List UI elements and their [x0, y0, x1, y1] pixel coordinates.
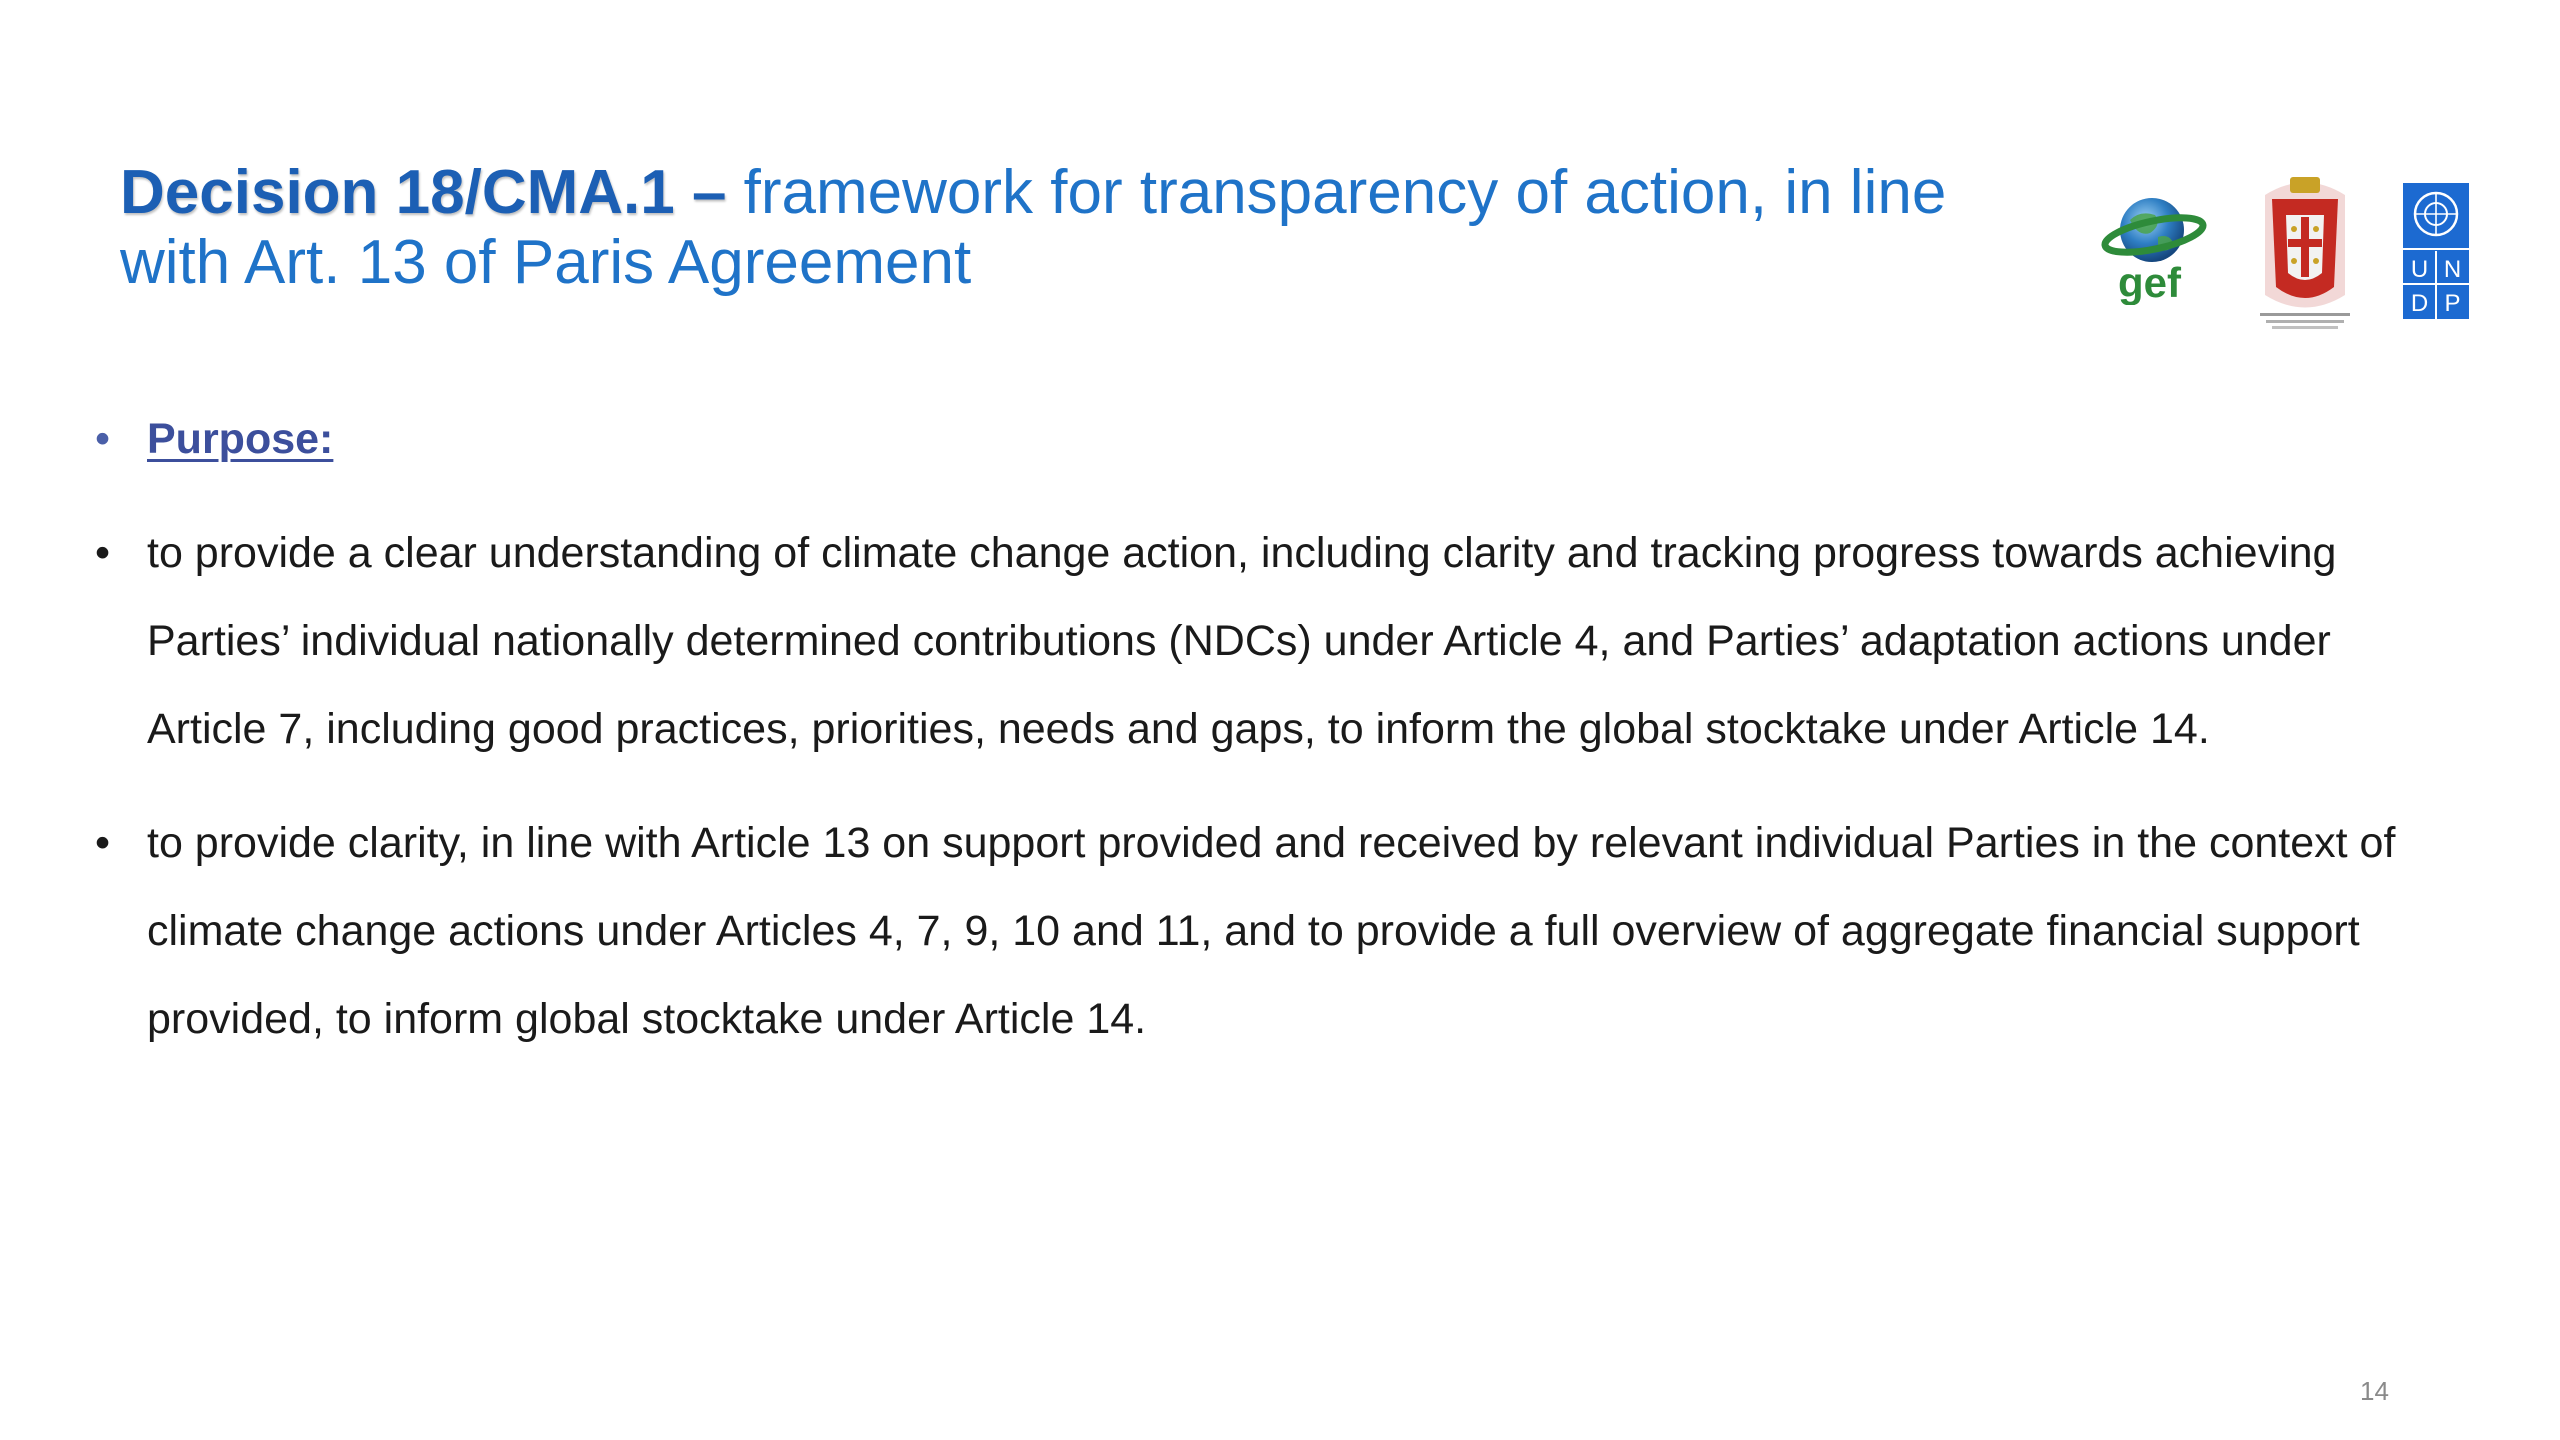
page-number: 14: [2360, 1376, 2389, 1406]
bullet-item-ndc-tracking: • to provide a clear understanding of climate change action, including clarity and tracking progress towards achieving Parties’ individual nationally determined contributions (NDCs) under Article 4, and Parties’ adaptation actions under Article 7, including good practices, priorities, needs and gaps, to inform the global stocktake under Article 14.: [95, 509, 2435, 773]
undp-logo: [2403, 183, 2469, 319]
slide-body: [95, 395, 2435, 1063]
slide-title: [120, 158, 2060, 298]
undp-letter-d: D: [2410, 290, 2429, 317]
undp-letter-p: P: [2444, 290, 2461, 317]
bullet-item-support-clarity: • to provide clarity, in line with Article 13 on support provided and received by relevant individual Parties in the context of climate change actions under Articles 4, 7, 9, 10 and 11, and to provide a full overview of aggregate financial support provided, to inform global stocktake under Article 14.: [95, 799, 2435, 1063]
undp-letter-u: U: [2410, 256, 2429, 283]
serbia-coat-of-arms-logo: [2250, 175, 2360, 330]
gef-logo-text: gef: [2118, 259, 2181, 305]
gef-logo: [2100, 185, 2210, 305]
purpose-heading[interactable]: Purpose:: [147, 415, 334, 463]
title-description: framework for transparency of action, in line with Art. 13 of Paris Agreement: [120, 158, 1947, 297]
title-decision-ref: Decision 18/CMA.1 –: [120, 158, 727, 227]
partner-logos: [2100, 175, 2480, 335]
undp-letter-n: N: [2443, 256, 2462, 283]
purpose-heading-item: [95, 395, 2435, 483]
